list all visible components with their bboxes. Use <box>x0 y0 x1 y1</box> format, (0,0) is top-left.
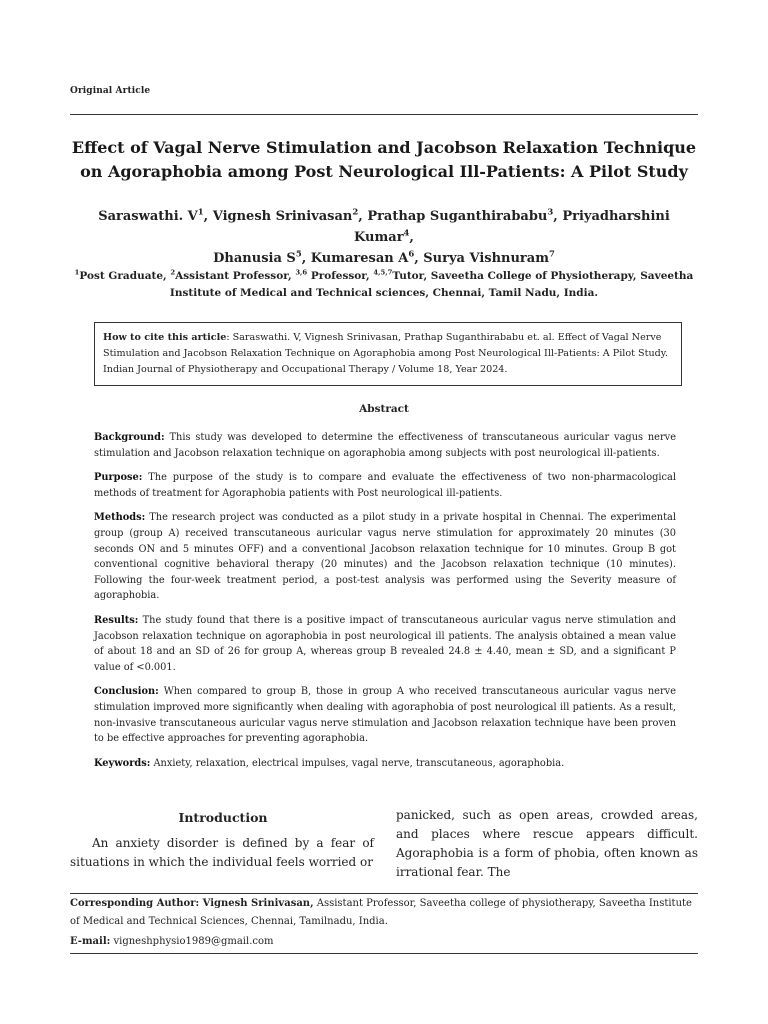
introduction-right-column: panicked, such as open areas, crowded areas, and places where rescue appears difficult. Agoraphobia is a form of phobia, often known as irrational fear. The <box>396 808 698 879</box>
author: Kumaresan $A^6$, <box>310 248 424 266</box>
abstract-body <box>94 430 676 780</box>
article-page <box>70 0 698 1024</box>
author: Prathap Suganthirababu$^3$, <box>367 206 563 224</box>
section-label: Original Article <box>70 86 151 96</box>
abstract-keywords: Keywords: Anxiety, relaxation, electrical impulses, vagal nerve, transcutaneous, agoraphobia. <box>94 757 565 769</box>
footer-bottom-rule <box>70 953 698 954</box>
footer-rule <box>70 893 698 894</box>
abstract-methods: Methods: The research project was conducted as a pilot study in a private hospital in Chennai. The experimental group (group A) received transcutaneous auricular vagus nerve stimulation for approximately 20 minutes (30 seconds ON and 5 minutes OFF) and a conventional Jacobson relaxation technique for 10 minutes. Group B got conventional cognitive behavioral therapy (20 minutes) and the Jacobson relaxation technique (10 minutes). Following the four-week treatment period, a post-test analysis was performed using the Severity measure of agoraphobia. <box>94 512 676 602</box>
author: Priyadharshini Kumar$^4$, <box>354 209 670 245</box>
email: E-mail: vigneshphysio1989@gmail.com <box>70 936 274 947</box>
abstract-heading: Abstract <box>359 403 409 415</box>
footer-notes <box>70 895 698 953</box>
introduction-heading: Introduction <box>178 810 268 825</box>
introduction-left-column: An anxiety disorder is defined by a fear of situations in which the individual feels worried or <box>70 836 374 869</box>
author: Dhanusia $S^5$, <box>213 248 311 266</box>
abstract-background: Background: This study was developed to determine the effectiveness of transcutaneous auricular vagus nerve stimulation and Jacobson relaxation technique on agoraphobia among subjects with post neurological ill-patients. <box>94 432 676 459</box>
author: Vignesh Srinivasan$^2$, <box>212 206 368 224</box>
article-title: Effect of Vagal Nerve Stimulation and Jacobson Relaxation Technique on Agoraphobia among Post Neurological Ill-Patients: A Pilot Study <box>71 138 697 181</box>
author-list <box>70 206 698 269</box>
header-rule <box>70 114 698 115</box>
citation-label: How to cite this article <box>103 332 227 343</box>
citation-text: : Saraswathi. V, Vignesh Srinivasan, Prathap Suganthirababu et. al. Effect of Vagal Nerve Stimulation and Jacobson Relaxation Technique on Agoraphobia among Post Neurological Ill-Patients: A Pilot Study. Indian Journal of Physiotherapy and Occupational Therapy / Volume 18, Year 2024. <box>103 332 668 375</box>
author: Saraswathi. $V^1$, <box>98 206 213 224</box>
abstract-conclusion: Conclusion: When compared to group B, those in group A who received transcutaneous auricular vagus nerve stimulation improved more significantly when dealing with agoraphobia of post neurological ill patients. As a result, non-invasive transcutaneous auricular vagus nerve stimulation and Jacobson relaxation technique have been proven to be effective approaches for preventing agoraphobia. <box>94 686 676 745</box>
abstract-results: Results: The study found that there is a positive impact of transcutaneous auricular vagus nerve stimulation and Jacobson relaxation technique on agoraphobia in post neurological ill patients. The analysis obtained a mean value of about 18 and an SD of 26 for group A, whereas group B revealed 24.8 ± 4.40, mean ± SD, and a significant P value of <0.001. <box>94 614 676 673</box>
author: Surya Vishnuram$^7$ <box>423 248 555 266</box>
abstract-purpose: Purpose: The purpose of the study is to compare and evaluate the effectiveness of two non-pharmacological methods of treatment for Agoraphobia patients with Post neurological ill-patients. <box>94 472 676 499</box>
affiliations: $^1$Post Graduate, $^2$Assistant Professor, $^{3,6}$ Professor, $^{4,5,7}$Tutor, Saveetha College of Physiotherapy, Saveetha Institute of Medical and Technical sciences, Chennai, Tamil Nadu, India. <box>74 268 694 299</box>
citation-box <box>94 322 682 386</box>
corresponding-author: Corresponding Author: Vignesh Srinivasan, Assistant Professor, Saveetha college of physiotherapy, Saveetha Institute of Medical and Technical Sciences, Chennai, Tamilnadu, India. <box>70 898 692 927</box>
